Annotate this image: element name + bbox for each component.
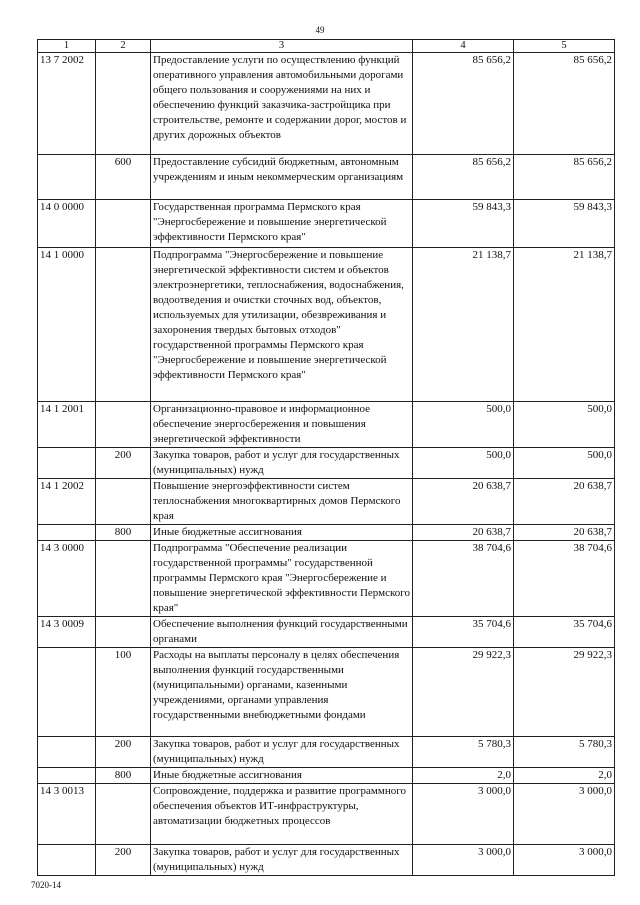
row-description: Подпрограмма "Обеспечение реализации государственной программы" государственной программы Пермского края "Энергосбережение и повышение энергетической эффективности Пермского края"	[151, 541, 413, 617]
row-value-2: 21 138,7	[514, 248, 615, 402]
row-description: Государственная программа Пермского края "Энергосбережение и повышение энергетической эффективности Пермского края"	[151, 200, 413, 248]
row-value-1: 500,0	[413, 402, 514, 448]
row-value-1: 500,0	[413, 448, 514, 479]
row-type: 800	[96, 768, 151, 784]
row-description: Закупка товаров, работ и услуг для государственных (муниципальных) нужд	[151, 845, 413, 876]
row-value-2: 20 638,7	[514, 479, 615, 525]
row-value-2: 85 656,2	[514, 53, 615, 155]
row-description: Закупка товаров, работ и услуг для государственных (муниципальных) нужд	[151, 737, 413, 768]
table-row	[38, 784, 615, 845]
row-code: 14 3 0000	[38, 541, 96, 617]
header-col-3: 3	[151, 40, 413, 53]
row-type	[96, 784, 151, 845]
page-number: 49	[315, 25, 325, 35]
table-row	[38, 648, 615, 737]
row-value-1: 20 638,7	[413, 525, 514, 541]
row-description: Предоставление услуги по осуществлению функций оперативного управления автомобильными дорогами общего пользования и сооружениями на них и обеспечению функций заказчика-застройщика при строительстве, ремонте и содержании дорог, мостов и других дорожных объектов	[151, 53, 413, 155]
table-row	[38, 479, 615, 525]
row-value-2: 20 638,7	[514, 525, 615, 541]
row-type: 800	[96, 525, 151, 541]
row-code	[38, 648, 96, 737]
row-code	[38, 525, 96, 541]
row-description: Организационно-правовое и информационное обеспечение энергосбережения и повышения энергетической эффективности	[151, 402, 413, 448]
row-value-1: 3 000,0	[413, 784, 514, 845]
table-row	[38, 525, 615, 541]
row-description: Сопровождение, поддержка и развитие программного обеспечения объектов ИТ-инфраструктуры, автоматизации бюджетных процессов	[151, 784, 413, 845]
row-value-1: 21 138,7	[413, 248, 514, 402]
row-description: Подпрограмма "Энергосбережение и повышение энергетической эффективности систем и объектов электроэнергетики, теплоснабжения, водоснабжения, водоотведения и очистки сточных вод, объектов, используемых для утилизации, обезвреживания и захоронения твердых бытовых отходов" государственной программы Пермского края "Энергосбережение и повышение энергетической эффективности Пермского края"	[151, 248, 413, 402]
row-code: 14 1 2002	[38, 479, 96, 525]
row-value-2: 59 843,3	[514, 200, 615, 248]
row-value-1: 29 922,3	[413, 648, 514, 737]
row-code: 13 7 2002	[38, 53, 96, 155]
row-code: 14 1 0000	[38, 248, 96, 402]
row-type	[96, 248, 151, 402]
row-value-2: 85 656,2	[514, 155, 615, 200]
row-value-1: 5 780,3	[413, 737, 514, 768]
row-description: Закупка товаров, работ и услуг для государственных (муниципальных) нужд	[151, 448, 413, 479]
row-type: 200	[96, 845, 151, 876]
table-row	[38, 541, 615, 617]
row-value-1: 38 704,6	[413, 541, 514, 617]
row-description: Расходы на выплаты персоналу в целях обеспечения выполнения функций государственными (муниципальными) органами, казенными учреждениями, органами управления государственными внебюджетными фондами	[151, 648, 413, 737]
header-col-4: 4	[413, 40, 514, 53]
row-value-2: 2,0	[514, 768, 615, 784]
row-type: 600	[96, 155, 151, 200]
header-row	[38, 40, 615, 53]
header-col-1: 1	[38, 40, 96, 53]
table-row	[38, 737, 615, 768]
row-value-1: 20 638,7	[413, 479, 514, 525]
row-code: 14 3 0013	[38, 784, 96, 845]
row-value-1: 3 000,0	[413, 845, 514, 876]
row-value-2: 29 922,3	[514, 648, 615, 737]
budget-table	[37, 39, 615, 876]
row-value-1: 59 843,3	[413, 200, 514, 248]
table-row	[38, 53, 615, 155]
table-row	[38, 402, 615, 448]
row-description: Повышение энергоэффективности систем теплоснабжения многоквартирных домов Пермского края	[151, 479, 413, 525]
row-type: 200	[96, 448, 151, 479]
table-row	[38, 845, 615, 876]
table-row	[38, 248, 615, 402]
row-type: 100	[96, 648, 151, 737]
row-value-1: 2,0	[413, 768, 514, 784]
row-value-2: 35 704,6	[514, 617, 615, 648]
row-type	[96, 541, 151, 617]
row-type	[96, 200, 151, 248]
row-code	[38, 155, 96, 200]
row-code	[38, 448, 96, 479]
row-value-2: 3 000,0	[514, 784, 615, 845]
row-code: 14 1 2001	[38, 402, 96, 448]
row-value-2: 500,0	[514, 448, 615, 479]
header-col-5: 5	[514, 40, 615, 53]
row-description: Иные бюджетные ассигнования	[151, 768, 413, 784]
table-row	[38, 200, 615, 248]
row-value-2: 3 000,0	[514, 845, 615, 876]
table-row	[38, 155, 615, 200]
row-value-1: 35 704,6	[413, 617, 514, 648]
row-value-2: 38 704,6	[514, 541, 615, 617]
table-row	[38, 768, 615, 784]
header-col-2: 2	[96, 40, 151, 53]
row-value-1: 85 656,2	[413, 53, 514, 155]
row-type	[96, 479, 151, 525]
row-value-1: 85 656,2	[413, 155, 514, 200]
table-row	[38, 617, 615, 648]
row-value-2: 500,0	[514, 402, 615, 448]
row-value-2: 5 780,3	[514, 737, 615, 768]
row-description: Обеспечение выполнения функций государственными органами	[151, 617, 413, 648]
row-code	[38, 768, 96, 784]
row-description: Предоставление субсидий бюджетным, автономным учреждениям и иным некоммерческим организациям	[151, 155, 413, 200]
row-code	[38, 845, 96, 876]
row-type	[96, 53, 151, 155]
document-code: 7020-14	[31, 880, 61, 890]
table-row	[38, 448, 615, 479]
row-type	[96, 402, 151, 448]
row-code: 14 0 0000	[38, 200, 96, 248]
row-type	[96, 617, 151, 648]
row-code	[38, 737, 96, 768]
row-type: 200	[96, 737, 151, 768]
row-code: 14 3 0009	[38, 617, 96, 648]
row-description: Иные бюджетные ассигнования	[151, 525, 413, 541]
